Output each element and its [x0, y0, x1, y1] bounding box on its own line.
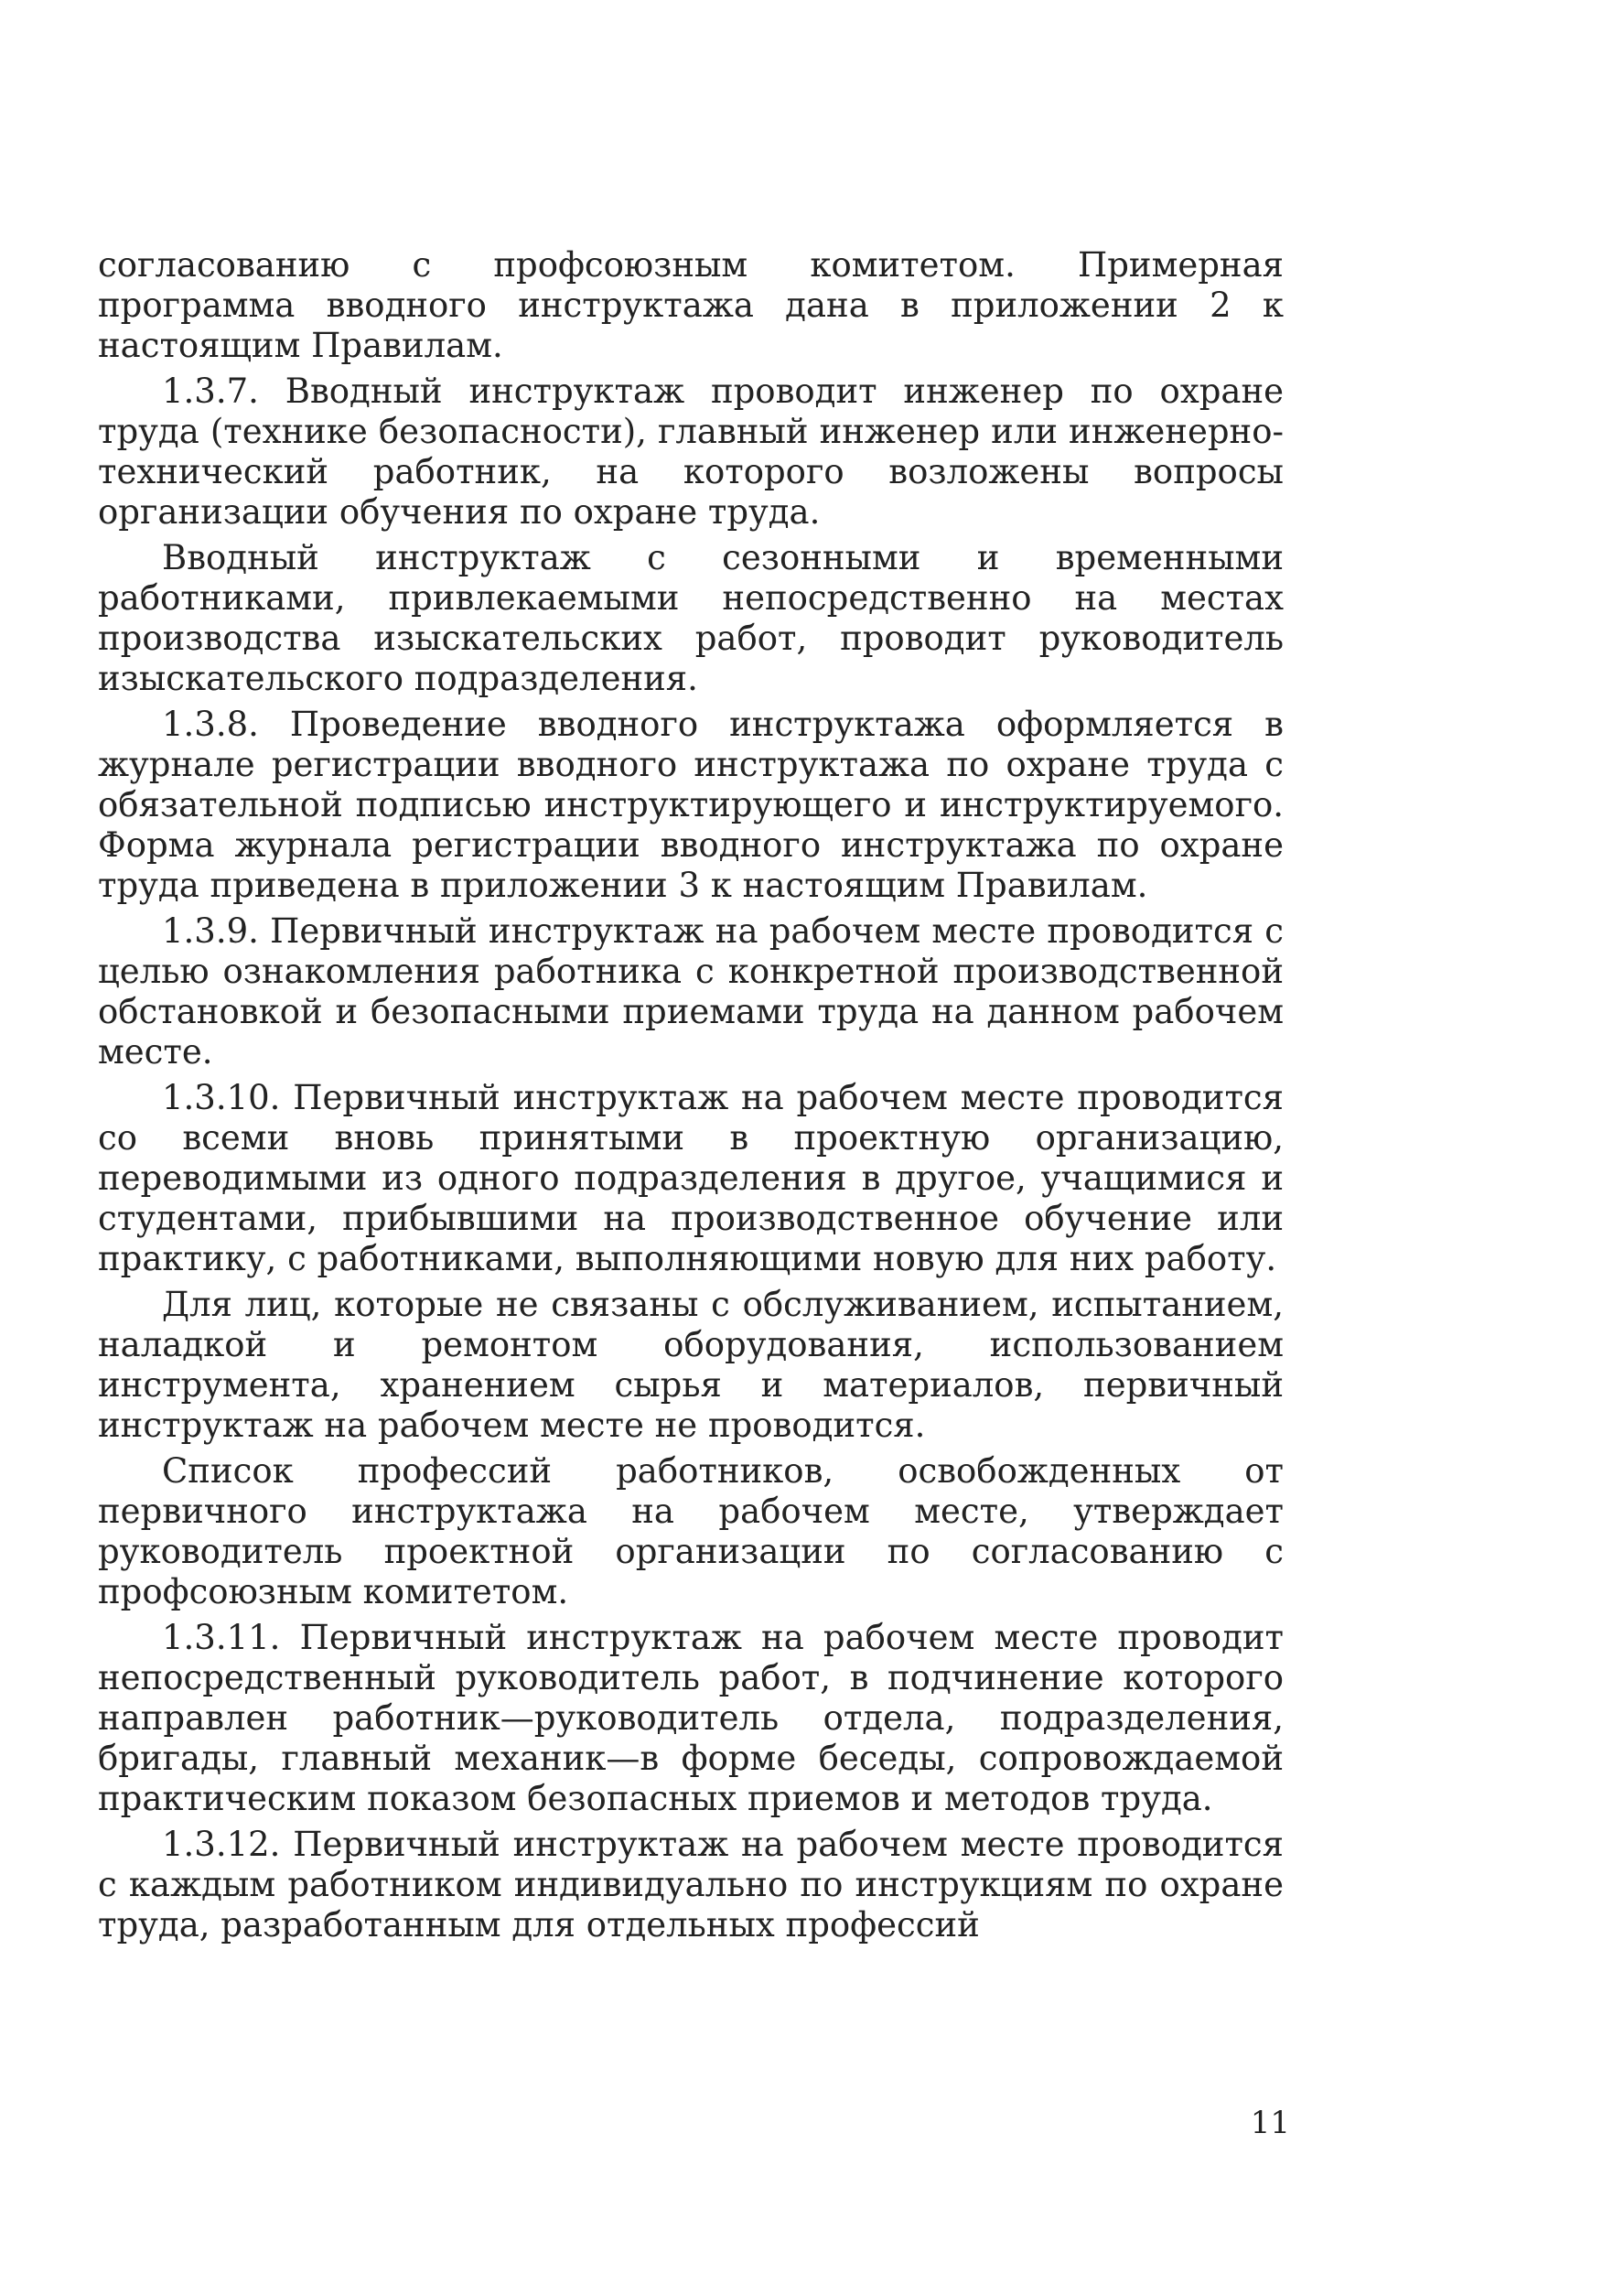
paragraph-1-3-10: 1.3.10. Первичный инструктаж на рабочем месте проводится со всеми вновь принятыми в проектную организацию, переводимыми из одного подразделения в другое, учащимися и студентами, прибывшими на производственное обучение или практику, с работниками, выполняющими новую для них работу. — [98, 1078, 1284, 1278]
paragraph-1-3-12: 1.3.12. Первичный инструктаж на рабочем месте проводится с каждым работником индивидуально по инструкциям по охране труда, разработанным для отдельных профессий — [98, 1825, 1284, 1945]
paragraph-1-3-9: 1.3.9. Первичный инструктаж на рабочем месте проводится с целью ознакомления работника с конкретной производственной обстановкой и безопасными приемами труда на данном рабочем месте. — [98, 911, 1284, 1072]
page-number: 11 — [1250, 2105, 1290, 2141]
paragraph-1-3-7: 1.3.7. Вводный инструктаж проводит инженер по охране труда (технике безопасности), главный инженер или инженерно-технический работник, на которого возложены вопросы организации обучения по охране труда. — [98, 372, 1284, 532]
paragraph-seasonal-workers: Вводный инструктаж с сезонными и временными работниками, привлекаемыми непосредственно на местах производства изыскательских работ, проводит руководитель изыскательского подразделения. — [98, 538, 1284, 698]
paragraph-exempt-persons: Для лиц, которые не связаны с обслуживанием, испытанием, наладкой и ремонтом оборудования, использованием инструмента, хранением сырья и материалов, первичный инструктаж на рабочем месте не проводится. — [98, 1285, 1284, 1445]
paragraph-continuation: согласованию с профсоюзным комитетом. Примерная программа вводного инструктажа дана в приложении 2 к настоящим Правилам. — [98, 245, 1284, 365]
paragraph-1-3-8: 1.3.8. Проведение вводного инструктажа оформляется в журнале регистрации вводного инструктажа по охране труда с обязательной подписью инструктирующего и инструктируемого. Форма журнала регистрации вводного инструктажа по охране труда приведена в приложении 3 к настоящим Правилам. — [98, 705, 1284, 905]
paragraph-1-3-11: 1.3.11. Первичный инструктаж на рабочем месте проводит непосредственный руководитель работ, в подчинение которого направлен работник—руководитель отдела, подразделения, бригады, главный механик—в форме беседы, сопровождаемой практическим показом безопасных приемов и методов труда. — [98, 1618, 1284, 1818]
body-text — [98, 245, 1284, 1951]
paragraph-exempt-professions-list: Список профессий работников, освобожденных от первичного инструктажа на рабочем месте, утверждает руководитель проектной организации по согласованию с профсоюзным комитетом. — [98, 1451, 1284, 1611]
